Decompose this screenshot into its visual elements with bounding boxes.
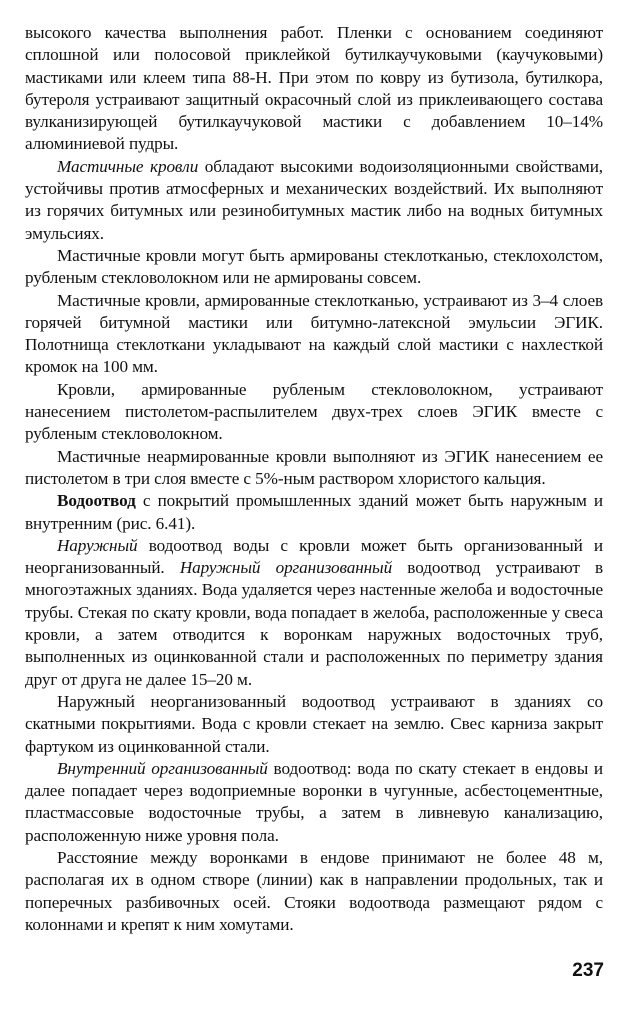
paragraph-fiberglass-cloth	[25, 290, 603, 379]
paragraph-unreinforced	[25, 446, 603, 491]
paragraph-unorganized-drainage	[25, 691, 603, 758]
paragraph-mastic-roofs	[25, 156, 603, 245]
text-run: Расстояние между воронками в ендове принимают не более 48 м, располагая их в одном створе (линии) как в направлении продольных, так и поперечных разбивочных осей. Стояки водоотвода размещают рядом с колоннами и крепят к ним хомутами.	[25, 847, 603, 934]
text-run: водоотвод устраивают в многоэтажных зданиях. Вода удаляется через настенные желоба и водосточные трубы. Стекая по скату кровли, вода попадает в желоба, расположенные у свеса кровли, а затем отводится к воронкам наружных водосточных труб, выполненных из оцинкованной стали и расположенных по периметру здания друг от друга не далее 15–20 м.	[25, 558, 603, 689]
text-run: высокого качества выполнения работ. Пленки с основанием соединяют сплошной или полосовой приклейкой бутилкаучуковыми (каучуковыми) мастиками или клеем типа 88-Н. При этом по ковру из бутизола, бутилкора, бутероля устраивают защитный окрасочный слой из приклеивающего состава вулканизирующей бутилкаучуковой мастики с добавлением 10–14% алюминиевой пудры.	[25, 23, 603, 154]
paragraph-internal-drainage	[25, 758, 603, 847]
paragraph-continuation	[25, 22, 603, 156]
paragraph-external-drainage	[25, 535, 603, 691]
paragraph-reinforcement	[25, 245, 603, 290]
term-drainage: Водоотвод	[57, 491, 136, 511]
paragraph-chopped-fiber	[25, 379, 603, 446]
paragraph-funnel-spacing	[25, 847, 603, 936]
text-run: Мастичные кровли, армированные стеклотканью, устраивают из 3–4 слоев горячей битумной мастики или битумно-латексной эмульсии ЭГИК. Полотнища стеклоткани укладывают на каждый слой мастики с нахлесткой кромок на 100 мм.	[25, 290, 603, 377]
text-run: с покрытий промышленных зданий может быть наружным и внутренним (рис. 6.41).	[25, 491, 603, 533]
paragraph-drainage	[25, 490, 603, 535]
term-external: Наружный	[57, 535, 138, 555]
text-run: Наружный неорганизованный водоотвод устраивают в зданиях со скатными покрытиями. Вода с кровли стекает на землю. Свес карниза закрыт фартуком из оцинкованной стали.	[25, 691, 603, 756]
text-run: водоотвод: вода по скату стекает в ендовы и далее попадает через водоприемные воронки в чугунные, асбестоцементные, пластмассовые водосточные трубы, а затем в ливневую канализацию, расположенную ниже уровня пола.	[25, 758, 603, 845]
text-run: водоотвод воды с кровли может быть организованный и неорганизованный.	[25, 535, 603, 578]
text-run: Кровли, армированные рубленым стекловолокном, устраивают нанесением пистолетом-распылителем двух-трех слоев ЭГИК вместе с рубленым стекловолокном.	[25, 379, 603, 444]
term-mastic-roofs: Мастичные кровли	[57, 156, 199, 176]
page-number: 237	[572, 960, 604, 981]
term-external-organized: Наружный организованный	[179, 558, 393, 578]
term-internal-organized: Внутренний организованный	[57, 758, 268, 778]
body-text	[25, 22, 603, 936]
text-run: Мастичные кровли могут быть армированы стеклотканью, стеклохолстом, рубленым стекловолокном или не армированы совсем.	[25, 245, 603, 288]
text-run: Мастичные неармированные кровли выполняют из ЭГИК нанесением ее пистолетом в три слоя вместе с 5%-ным раствором хлористого кальция.	[25, 446, 603, 488]
text-run: обладают высокими водоизоляционными свойствами, устойчивы против атмосферных и механических воздействий. Их выполняют из горячих битумных или резинобитумных мастик либо на водных битумных эмульсиях.	[25, 156, 603, 243]
